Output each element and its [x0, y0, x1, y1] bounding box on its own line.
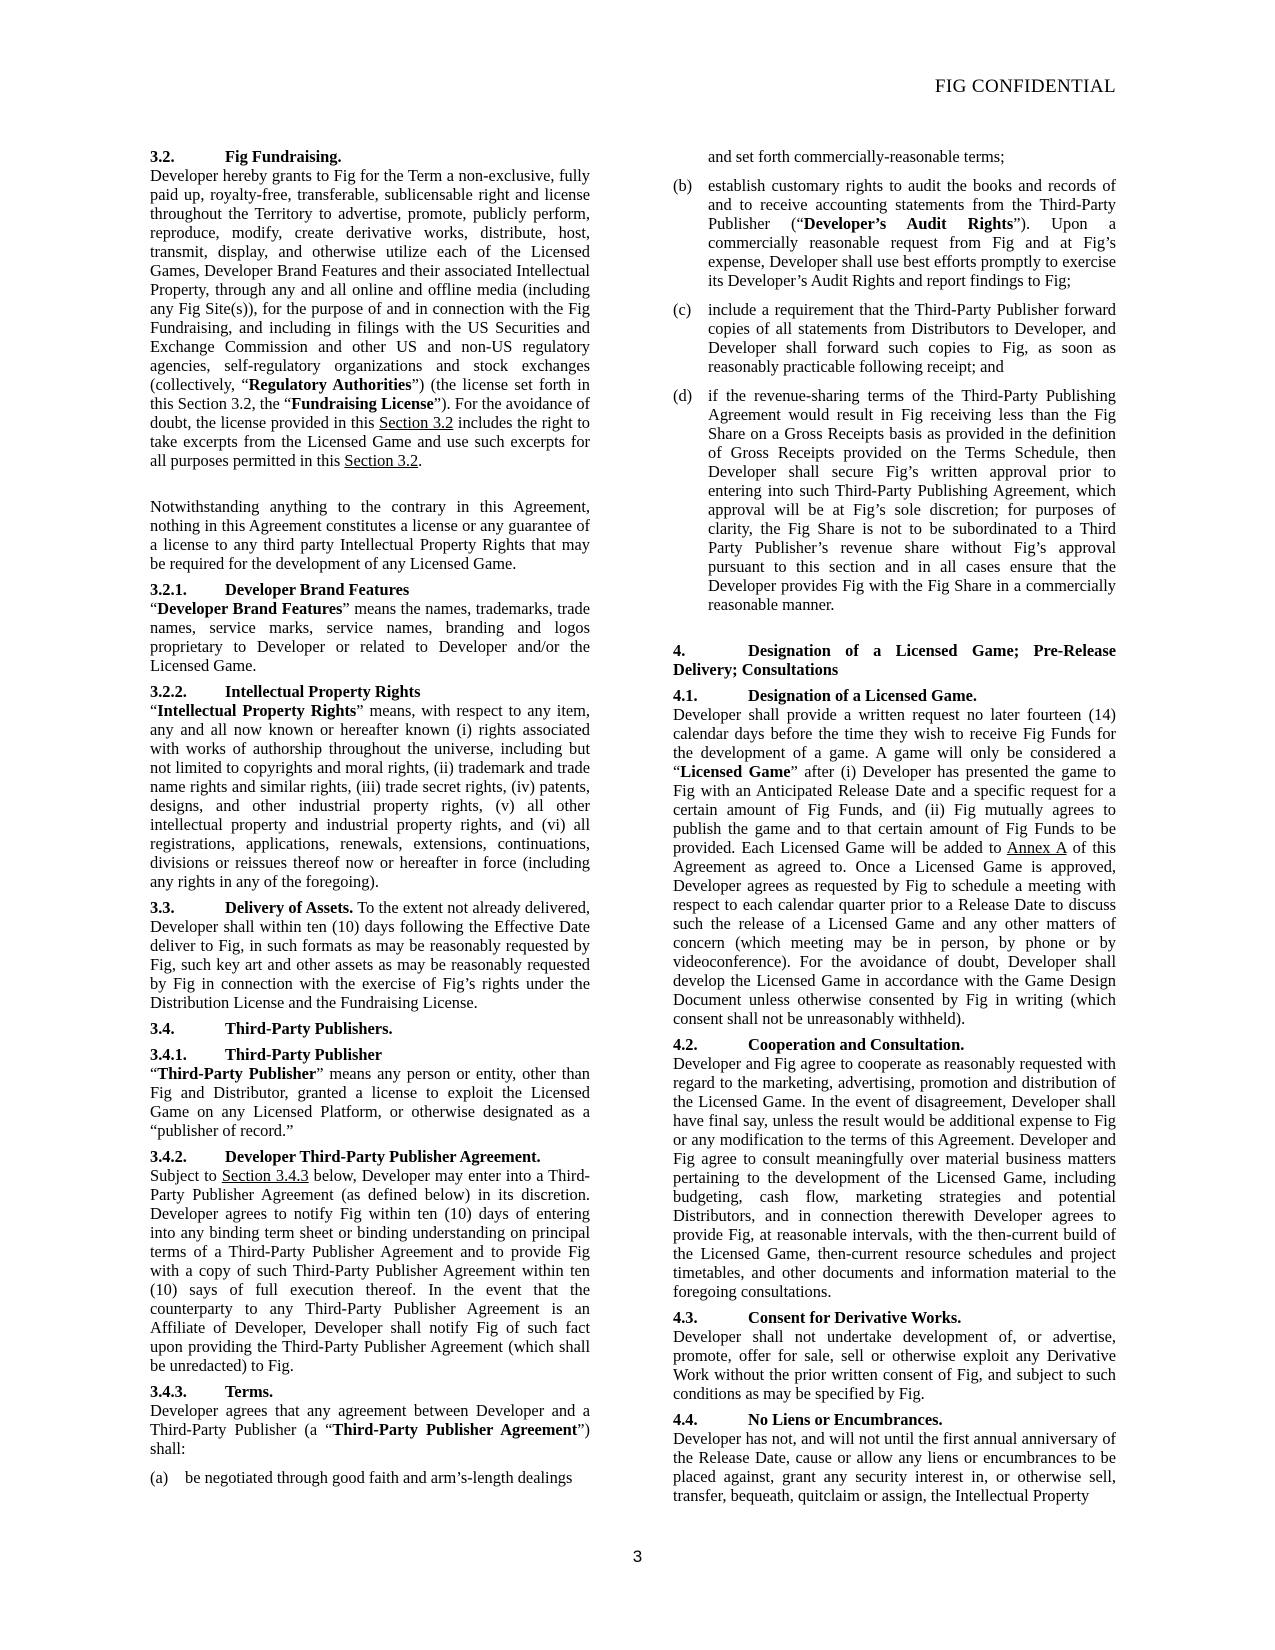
text-segment: Annex A: [1006, 838, 1067, 857]
text-segment: and set forth commercially-reasonable terms;: [708, 147, 1005, 166]
section-number: 3.4.1.: [150, 1045, 187, 1064]
list-item-text: [185, 1468, 590, 1487]
text-segment: Section 3.2: [379, 413, 454, 432]
section-number: 3.3.: [150, 898, 175, 917]
section-heading-4: [673, 641, 1116, 679]
document-body: [150, 147, 1116, 1505]
section-heading-4-3: [673, 1308, 1116, 1327]
list-item-label: (b): [673, 176, 693, 195]
text-segment: ” means the names, trademarks, trade names, service marks, service names, branding and logos proprietary to Developer or related to Developer and/or the Licensed Game.: [150, 599, 590, 675]
text-segment: .: [418, 451, 423, 470]
text-segment: Intellectual Property Rights: [225, 682, 421, 701]
paragraph-4-2: [673, 1054, 1116, 1301]
list-item-d: [673, 386, 1116, 614]
text-segment: ”) (the license set forth in this Section 3.2, the “: [150, 375, 590, 413]
text-segment: Developer hereby grants to Fig for the Term a non-exclusive, fully paid up, royalty-free, transferable, sublicensable right and license throughout the Territory to advertise, promote, publicly perform, reproduce, modify, create derivative works, distribute, host, transmit, display, and otherwise utilize each of the Licensed Games, Developer Brand Features and their associated Intellectual Property, through any and all online and offline media (including any Fig Site(s)), for the purpose of and in connection with the Fig Fundraising, and including in filings with the US Securities and Exchange Commission and other US and non-US regulatory agencies, self-regulatory organizations and stock exchanges (collectively, “: [150, 166, 590, 394]
text-segment: Designation of a Licensed Game; Pre-Release Delivery; Consultations: [673, 641, 1116, 679]
confidentiality-banner: FIG CONFIDENTIAL: [934, 76, 1116, 97]
text-segment: Developer agrees that any agreement between Developer and a Third-Party Publisher (a “: [150, 1401, 590, 1439]
paragraph-3-4-1: [150, 1064, 590, 1140]
text-segment: Notwithstanding anything to the contrary in this Agreement, nothing in this Agreement constitutes a license or any guarantee of a license to any third party Intellectual Property Rights that may be required for the development of any Licensed Game.: [150, 497, 590, 573]
text-segment: Designation of a Licensed Game.: [748, 686, 978, 705]
section-number: 4.3.: [673, 1308, 698, 1327]
text-segment: if the revenue-sharing terms of the Third-Party Publishing Agreement would result in Fig receiving less than the Fig Share on a Gross Receipts basis as provided in the definition of Gross Receipts provided on the Terms Schedule, then Developer shall secure Fig’s written approval prior to entering into such Third-Party Publishing Agreement, which approval will be at Fig’s sole discretion; for purposes of clarity, the Fig Share is not to be subordinated to a Third Party Publisher’s revenue share without Fig’s approval pursuant to this section and in all cases ensure that the Developer provides Fig with the Fig Share in a commercially reasonable manner.: [708, 386, 1116, 614]
text-segment: establish customary rights to audit the books and records of and to receive accounting statements from the Third-Party Publisher (“: [708, 176, 1116, 233]
paragraph-4-3: [673, 1327, 1116, 1403]
section-heading-4-1: [673, 686, 1116, 705]
text-segment: Developer shall not undertake development of, or advertise, promote, offer for sale, sell or otherwise exploit any Derivative Work without the prior written consent of Fig, and subject to such conditions as may be specified by Fig.: [673, 1327, 1116, 1403]
list-item-label: (a): [150, 1468, 169, 1487]
list-item-text: [708, 147, 1116, 166]
text-segment: To the extent not already delivered, Developer shall within ten (10) days following the Effective Date deliver to Fig, in such formats as may be reasonably requested by Fig, such key art and other assets as may be reasonably requested by Fig in connection with the exercise of Fig’s rights under the Distribution License and the Fundraising License.: [150, 898, 590, 1012]
section-number: 3.2.2.: [150, 682, 187, 701]
list-item-text: [708, 300, 1116, 376]
section-number: 4.: [673, 641, 686, 660]
text-segment: Third-Party Publisher: [157, 1064, 317, 1083]
text-segment: “: [150, 1064, 158, 1083]
section-heading-3-4-1: [150, 1045, 590, 1064]
text-segment: Developer Brand Features: [225, 580, 410, 599]
section-heading-3-2-1: [150, 580, 590, 599]
text-segment: Cooperation and Consultation.: [748, 1035, 965, 1054]
text-segment: be negotiated through good faith and arm’s-length dealings: [185, 1468, 573, 1487]
text-segment: Section 3.4.3: [221, 1166, 309, 1185]
text-segment: Third-Party Publisher Agreement: [332, 1420, 578, 1439]
text-segment: ” means, with respect to any item, any and all now known or hereafter known (i) rights associated with works of authorship throughout the universe, including but not limited to copyrights and moral rights, (ii) trademark and trade name rights and similar rights, (iii) trade secret rights, (iv) patents, designs, and other industrial property rights, (v) all other intellectual property and industrial property rights, and (vi) all registrations, applications, renewals, extensions, continuations, divisions or reissues thereof now or hereafter in force (including any rights in any of the foregoing).: [150, 701, 590, 891]
text-segment: No Liens or Encumbrances.: [748, 1410, 943, 1429]
text-segment: Licensed Game: [680, 762, 791, 781]
section-number: 3.4.2.: [150, 1147, 187, 1166]
section-heading-3-3: [150, 898, 590, 1012]
section-number: 3.4.: [150, 1019, 175, 1038]
text-segment: Developer and Fig agree to cooperate as reasonably requested with regard to the marketing, advertising, promotion and distribution of the Licensed Game. In the event of disagreement, Developer shall have final say, unless the result would be additional expense to Fig or any modification to the terms of this Agreement. Developer and Fig agree to consult meaningfully over material business matters pertaining to the development of the Licensed Game, including budgeting, cash flow, marketing strategies and potential Distributors, and in connection therewith Developer agrees to provide Fig, at reasonable intervals, with the then-current build of the Licensed Game, then-current resource schedules and project timetables, and other documents and information material to the foregoing consultations.: [673, 1054, 1116, 1301]
column-left: [150, 147, 590, 1505]
text-segment: below, Developer may enter into a Third-Party Publisher Agreement (as defined below) in its discretion. Developer agrees to notify Fig within ten (10) days of entering into any binding term sheet or binding understanding on principal terms of a Third-Party Publisher Agreement and to provide Fig with a copy of such Third-Party Publisher Agreement within ten (10) says of full execution thereof. In the event that the counterparty to any Third-Party Publisher Agreement is an Affiliate of Developer, Developer shall notify Fig of such fact upon providing the Third-Party Publisher Agreement (which shall be unredacted) to Fig.: [150, 1166, 591, 1375]
text-segment: Subject to: [150, 1166, 222, 1185]
paragraph-3-2-2: [150, 701, 590, 891]
section-heading-3-4: [150, 1019, 590, 1038]
list-item-label: [673, 147, 708, 166]
text-segment: ” means any person or entity, other than Fig and Distributor, granted a license to exploit the Licensed Game on any Licensed Platform, or otherwise designated as a “publisher of record.”: [150, 1064, 590, 1140]
list-item-b: [673, 176, 1116, 290]
section-heading-4-2: [673, 1035, 1116, 1054]
text-segment: Delivery of Assets.: [225, 898, 354, 917]
section-heading-4-4: [673, 1410, 1116, 1429]
section-number: 3.2.: [150, 147, 175, 166]
text-segment: Consent for Derivative Works.: [748, 1308, 962, 1327]
section-number: 3.2.1.: [150, 580, 187, 599]
text-segment: Fig Fundraising.: [225, 147, 342, 166]
text-segment: Developer shall provide a written request no later fourteen (14) calendar days before the time they wish to receive Fig Funds for the development of a game. A game will only be considered a “: [673, 705, 1116, 781]
paragraph-notwithstanding: [150, 497, 590, 573]
text-segment: “: [150, 599, 158, 618]
text-segment: Third-Party Publishers.: [225, 1019, 393, 1038]
section-number: 4.4.: [673, 1410, 698, 1429]
text-segment: ”). Upon a commercially reasonable request from Fig and at Fig’s expense, Developer shall use best efforts promptly to exercise its Developer’s Audit Rights and report findings to Fig;: [708, 214, 1116, 290]
column-right: [673, 147, 1116, 1505]
list-item-label: (c): [673, 300, 692, 319]
list-item-text: [708, 386, 1116, 614]
section-number: 4.2.: [673, 1035, 698, 1054]
text-segment: Developer Brand Features: [157, 599, 343, 618]
paragraph-4-4: [673, 1429, 1116, 1505]
text-segment: include a requirement that the Third-Party Publisher forward copies of all statements from Distributors to Developer, and Developer shall forward such copies to Fig, as soon as reasonably practicable following receipt; and: [708, 300, 1116, 376]
paragraph-3-4-3: [150, 1401, 590, 1458]
text-segment: ”) shall:: [150, 1420, 590, 1458]
text-segment: ” after (i) Developer has presented the game to Fig with an Anticipated Release Date and a specific request for a certain amount of Fig Funds, and (ii) Fig mutually agrees to publish the game and to that certain amount of Fig Funds to be provided. Each Licensed Game will be added to: [673, 762, 1116, 857]
text-segment: Fundraising License: [291, 394, 434, 413]
list-item-text: [708, 176, 1116, 290]
page-number: 3: [632, 1547, 643, 1566]
text-segment: Regulatory Authorities: [248, 375, 412, 394]
section-heading-3-2: [150, 147, 590, 166]
text-segment: Developer’s Audit Rights: [803, 214, 1014, 233]
text-segment: “: [150, 701, 158, 720]
list-item-a: [150, 1468, 590, 1487]
paragraph-3-2-1: [150, 599, 590, 675]
text-segment: Third-Party Publisher: [225, 1045, 383, 1064]
text-segment: Intellectual Property Rights: [157, 701, 357, 720]
text-segment: of this Agreement as agreed to. Once a Licensed Game is approved, Developer agrees as requested by Fig to schedule a meeting with respect to each calendar quarter prior to a Release Date to discuss such the release of a Licensed Game and any other matters of concern (which meeting may be in person, by phone or by videoconference). For the avoidance of doubt, Developer shall develop the Licensed Game in accordance with the Game Design Document unless otherwise consented by Fig in writing (which consent shall not be unreasonably withheld).: [673, 838, 1116, 1028]
section-heading-3-2-2: [150, 682, 590, 701]
list-item-c: [673, 300, 1116, 376]
section-number: 3.4.3.: [150, 1382, 187, 1401]
paragraph-4-1: [673, 705, 1116, 1028]
text-segment: Section 3.2: [344, 451, 419, 470]
text-segment: includes the right to take excerpts from the Licensed Game and use such excerpts for all purposes permitted in this: [150, 413, 590, 470]
text-segment: Terms.: [225, 1382, 274, 1401]
list-item-a-continuation: [673, 147, 1116, 166]
section-number: 4.1.: [673, 686, 698, 705]
paragraph-3-2: [150, 166, 590, 470]
section-heading-3-4-3: [150, 1382, 590, 1401]
list-item-label: (d): [673, 386, 693, 405]
text-segment: Developer has not, and will not until the first annual anniversary of the Release Date, cause or allow any liens or encumbrances to be placed against, grant any security interest in, or otherwise sell, transfer, bequeath, quitclaim or assign, the Intellectual Property: [673, 1429, 1116, 1505]
text-segment: ”). For the avoidance of doubt, the license provided in this: [150, 394, 591, 432]
section-heading-3-4-2: [150, 1147, 590, 1166]
text-segment: Developer Third-Party Publisher Agreement.: [225, 1147, 541, 1166]
paragraph-3-4-2: [150, 1166, 590, 1375]
